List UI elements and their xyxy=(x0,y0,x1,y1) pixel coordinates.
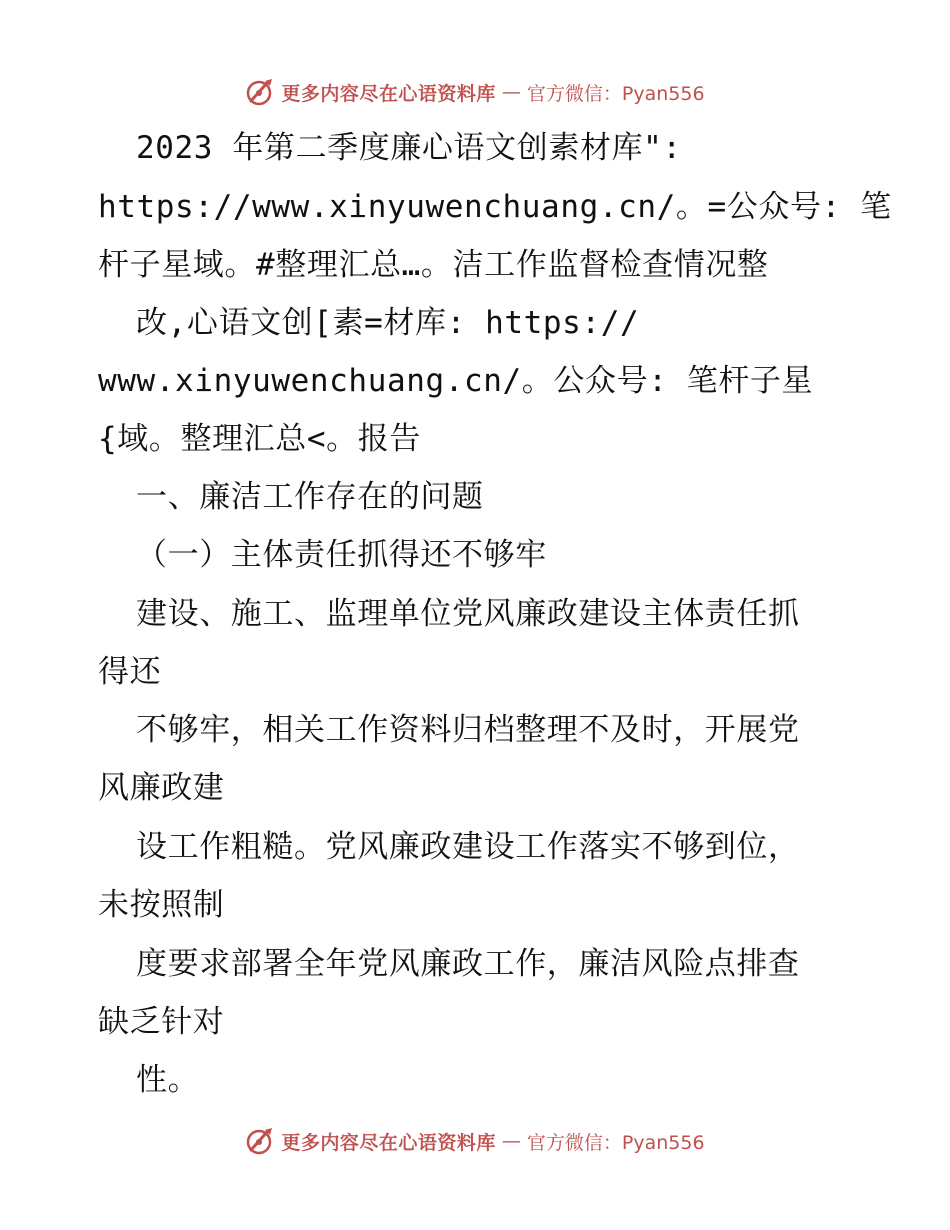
watermark-banner-top xyxy=(0,72,950,112)
brush-logo-icon xyxy=(245,1126,275,1156)
document-line: 得还 xyxy=(98,654,162,690)
document-line: 风廉政建 xyxy=(98,770,225,806)
document-line: 建设、施工、监理单位党风廉政建设主体责任抓 xyxy=(136,596,800,632)
banner-separator: — xyxy=(501,1130,521,1152)
banner-wechat-text: 官方微信：Pyan556 xyxy=(526,1131,705,1154)
document-line: 杆子星域。#整理汇总…。洁工作监督检查情况整 xyxy=(98,247,769,283)
document-line: 2023 年第二季度廉心语文创素材库": xyxy=(136,130,682,166)
section-heading: 一、廉洁工作存在的问题 xyxy=(136,479,484,515)
brush-logo-icon xyxy=(245,77,275,107)
banner-brand-text: 更多内容尽在心语资料库 xyxy=(281,82,496,105)
document-line: 改,心语文创[素=材库: https:// xyxy=(136,305,640,341)
document-line: 度要求部署全年党风廉政工作，廉洁风险点排查 xyxy=(136,946,800,982)
banner-separator: — xyxy=(501,81,521,103)
document-line: www.xinyuwenchuang.cn/。公众号: 笔杆子星 xyxy=(98,363,814,399)
document-line: {域。整理汇总<。报告 xyxy=(98,421,421,457)
watermark-banner-bottom xyxy=(0,1121,950,1161)
document-line: 缺乏针对 xyxy=(98,1004,225,1040)
banner-wechat-text: 官方微信：Pyan556 xyxy=(526,82,705,105)
document-line: 未按照制 xyxy=(98,887,225,923)
document-line: https://www.xinyuwenchuang.cn/。=公众号: 笔 xyxy=(98,189,892,225)
document-line: 性。 xyxy=(136,1062,200,1098)
banner-brand-text: 更多内容尽在心语资料库 xyxy=(281,1131,496,1154)
subsection-heading: （一）主体责任抓得还不够牢 xyxy=(136,537,547,573)
document-line: 设工作粗糙。党风廉政建设工作落实不够到位， xyxy=(136,829,800,865)
document-line: 不够牢，相关工作资料归档整理不及时，开展党 xyxy=(136,712,800,748)
